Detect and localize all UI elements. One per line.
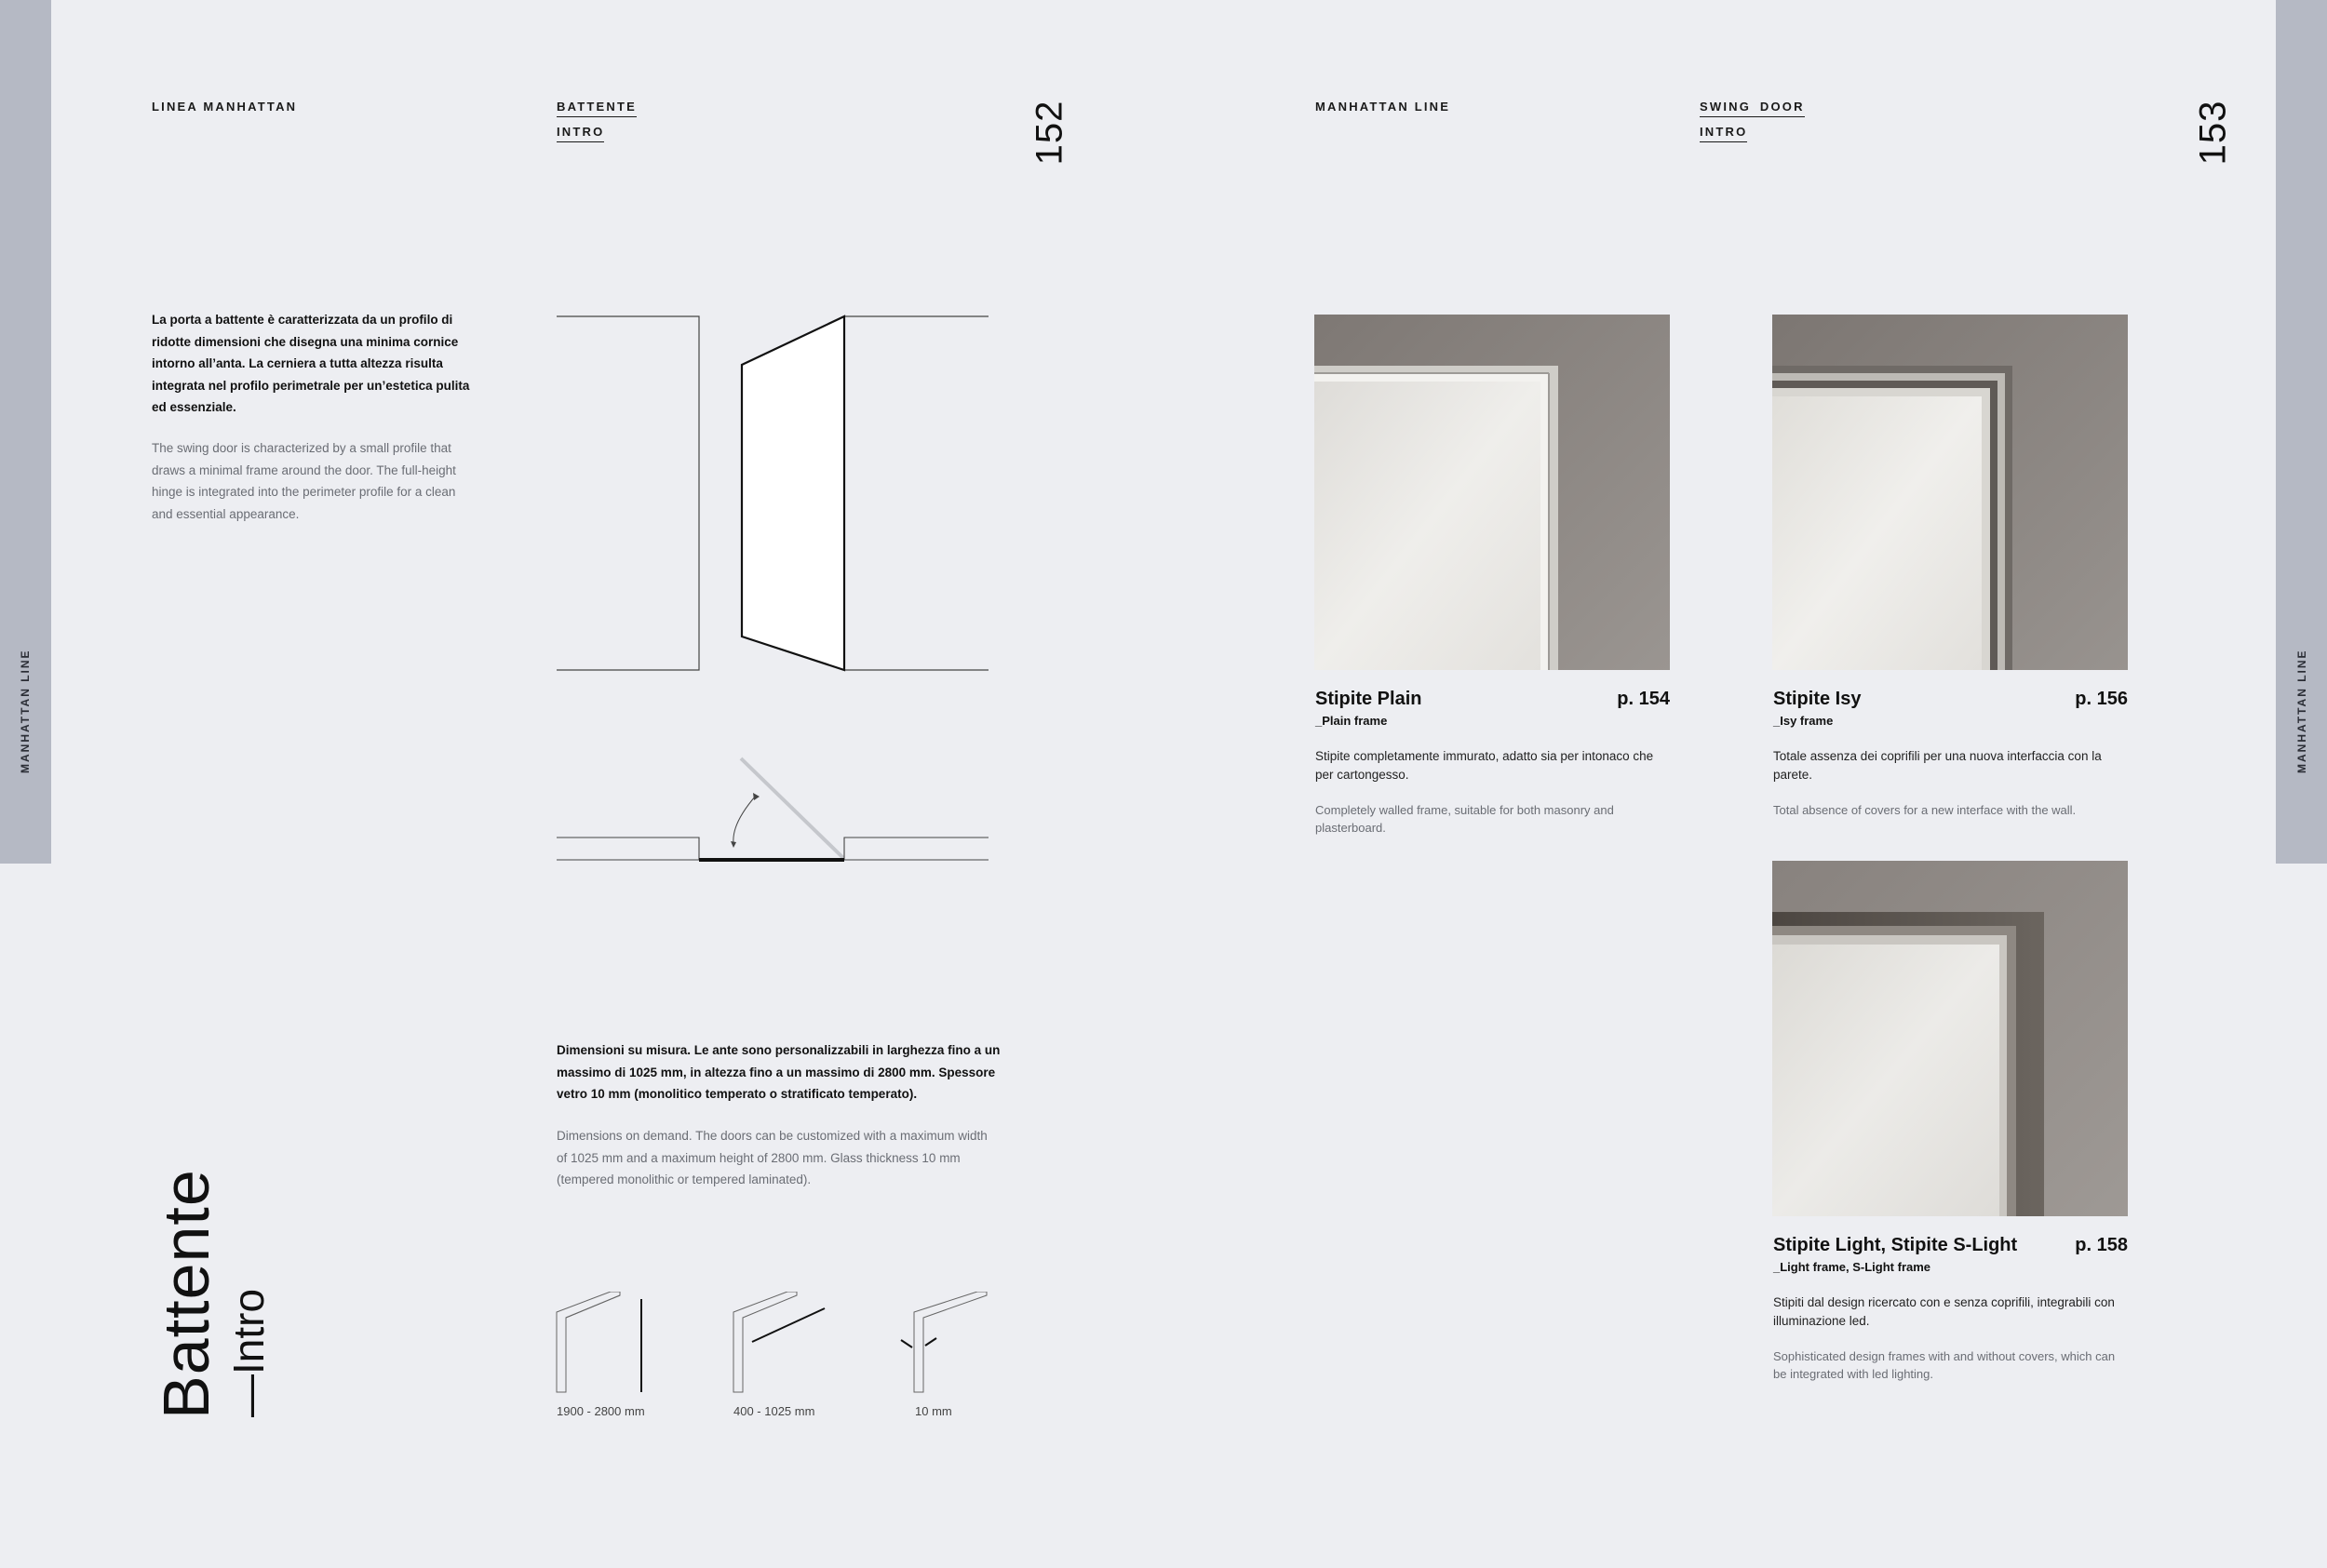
- plain-frame-subtitle: _Plain frame: [1315, 714, 1388, 728]
- plain-frame-photo: [1314, 315, 1670, 670]
- light-frame-photo: [1772, 861, 2128, 1216]
- left-section-battente[interactable]: BATTENTE: [557, 100, 637, 117]
- isy-frame-desc-it: Totale assenza dei coprifili per una nuova interfaccia con la parete.: [1773, 749, 2102, 782]
- dim-label-thickness: 10 mm: [915, 1404, 952, 1418]
- right-section-intro[interactable]: INTRO: [1700, 125, 1747, 142]
- width-dimension-icon: [732, 1292, 834, 1394]
- left-sidebar-label: MANHATTAN LINE: [19, 649, 32, 773]
- isy-frame-title: Stipite Isy: [1773, 689, 1862, 709]
- page-title-battente: Battente: [150, 1169, 222, 1419]
- right-section-swing-door[interactable]: SWING DOOR: [1700, 100, 1805, 117]
- light-frame-desc-en: Sophisticated design frames with and without covers, which can be integrated with led lighting.: [1773, 1349, 2116, 1381]
- right-sidebar-label: MANHATTAN LINE: [2295, 649, 2308, 773]
- door-elevation-drawing: [555, 312, 990, 675]
- plain-frame-desc-it: Stipite completamente immurato, adatto sia per intonaco che per cartongesso.: [1315, 749, 1654, 782]
- left-dimensions-en: Dimensions on demand. The doors can be customized with a maximum width of 1025 mm and a maximum height of 2800 mm. Glass thickness 10 mm (tempered monolithic or tempered laminated).: [557, 1129, 988, 1186]
- isy-frame-photo: [1772, 315, 2128, 670]
- right-page-number: 153: [2192, 100, 2234, 166]
- light-frame-desc-it: Stipiti dal design ricercato con e senza coprifili, integrabili con illuminazione led.: [1773, 1295, 2115, 1328]
- height-dimension-icon: [555, 1292, 648, 1394]
- page-subtitle-intro: —Intro: [224, 1288, 273, 1417]
- door-plan-drawing: [555, 754, 990, 865]
- left-intro-it: La porta a battente è caratterizzata da un profilo di ridotte dimensioni che disegna una minima cornice intorno all’anta. La cerniera a tutta altezza risulta integrata nel profilo perimetrale per un’estetica pulita ed essenziale.: [152, 313, 470, 414]
- thickness-dimension-icon: [899, 1292, 992, 1394]
- left-header-line: LINEA MANHATTAN: [152, 100, 298, 114]
- isy-frame-page-link[interactable]: p. 156: [2075, 689, 2128, 709]
- dim-label-height: 1900 - 2800 mm: [557, 1404, 645, 1418]
- light-frame-subtitle: _Light frame, S-Light frame: [1773, 1260, 1931, 1274]
- left-section-intro[interactable]: INTRO: [557, 125, 604, 142]
- light-frame-page-link[interactable]: p. 158: [2075, 1235, 2128, 1255]
- left-dimensions-it: Dimensioni su misura. Le ante sono personalizzabili in larghezza fino a un massimo di 1025 mm, in altezza fino a un massimo di 2800 mm. Spessore vetro 10 mm (monolitico temperato o stratificato temperato).: [557, 1043, 1001, 1101]
- isy-frame-desc-en: Total absence of covers for a new interface with the wall.: [1773, 803, 2077, 817]
- plain-frame-desc-en: Completely walled frame, suitable for both masonry and plasterboard.: [1315, 803, 1614, 835]
- left-intro-en: The swing door is characterized by a small profile that draws a minimal frame around the door. The full-height hinge is integrated into the perimeter profile for a clean and essential appearance.: [152, 441, 456, 521]
- plain-frame-title: Stipite Plain: [1315, 689, 1422, 709]
- left-page-number: 152: [1029, 100, 1070, 166]
- right-header-line: MANHATTAN LINE: [1315, 100, 1451, 114]
- isy-frame-subtitle: _Isy frame: [1773, 714, 1834, 728]
- plain-frame-page-link[interactable]: p. 154: [1617, 689, 1670, 709]
- dim-label-width: 400 - 1025 mm: [733, 1404, 815, 1418]
- light-frame-title: Stipite Light, Stipite S-Light: [1773, 1235, 2018, 1255]
